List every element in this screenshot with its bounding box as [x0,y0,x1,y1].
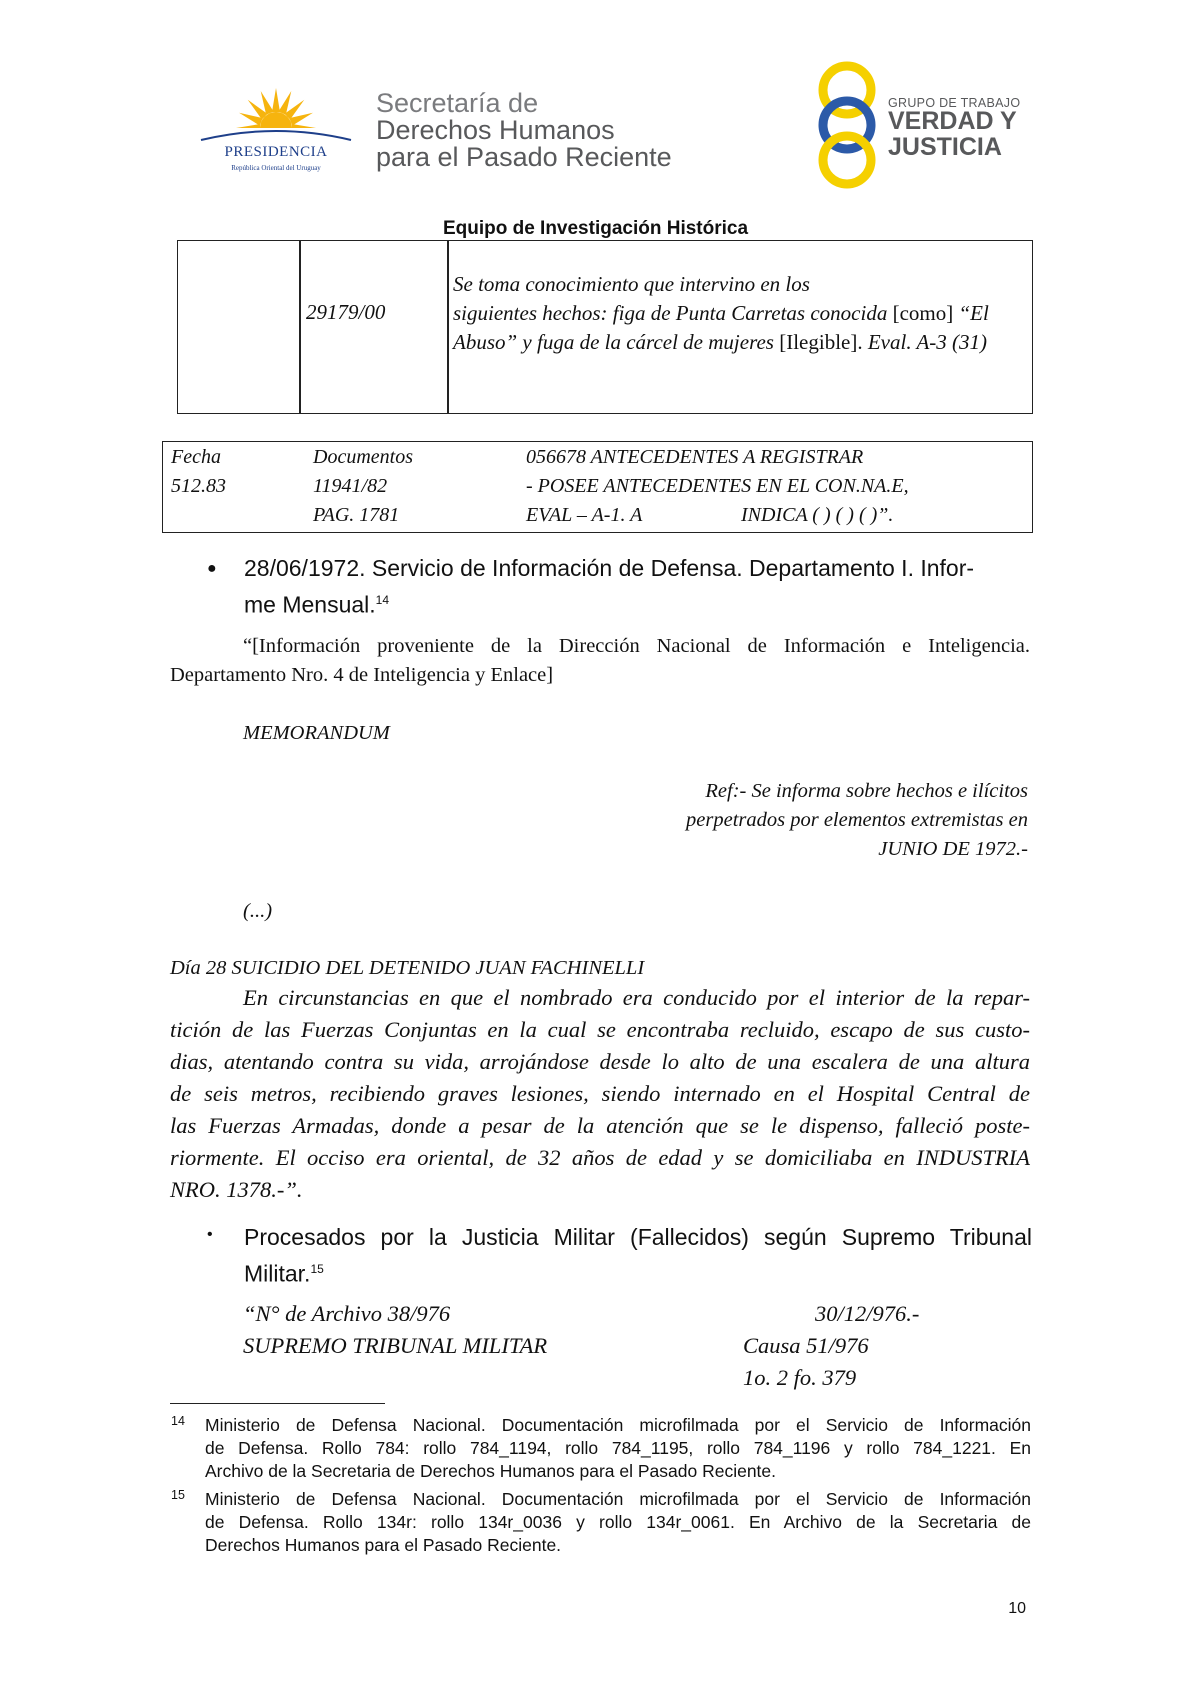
page-number: 10 [1008,1600,1026,1617]
causa-number: Causa 51/976 [743,1333,869,1358]
grupo-verdad-justicia-logo [812,60,1052,190]
body-line: NRO. 1378.-”. [170,1177,303,1202]
footnote-line: Archivo de la Secretaria de Derechos Humanos para el Pasado Reciente. [205,1461,777,1481]
fecha-value: 512.83 [171,475,226,497]
document-number: 29179/00 [306,300,386,324]
body-line: de seis metros, recibiendo graves lesiones, siendo internado en el Hospital Central de [170,1081,1030,1106]
quote-intro [170,632,1030,690]
footnote-line: de Defensa. Rollo 784: rollo 784_1194, rollo 784_1195, rollo 784_1196 y rollo 784_1221. En [205,1438,1031,1458]
memo-reference [686,777,1028,864]
documentos-value: 11941/82 [313,475,388,497]
reference-line: perpetrados por elementos extremistas en [686,809,1028,831]
folio-number: 1o. 2 fo. 379 [743,1365,857,1390]
grupo-line1: GRUPO DE TRABAJO [888,96,1021,110]
bullet-heading-line: Militar.$^{15}$ [244,1260,324,1287]
table-divider [299,241,301,413]
bullet-heading-line: me Mensual.$^{14}$ [244,591,390,618]
footnote-ref: 14 [375,593,390,607]
bullet-dot-icon: • [207,1226,213,1243]
body-line: las Fuerzas Armadas, donde a pesar de la atención que se le dispenso, falleció poste- [170,1113,1030,1138]
day-heading: Día 28 SUICIDIO DEL DETENIDO JUAN FACHINELLI [170,957,645,979]
body-line: tición de las Fuerzas Conjuntas en la cual se encontraba recluido, escapo de sus custo- [170,1017,1030,1042]
documentos-header: Documentos [313,446,413,468]
body-line: En circunstancias en que el nombrado era conducido por el interior de la repar- [243,985,1030,1010]
footnote-line: de Defensa. Rollo 134r: rollo 134r_0036 y rollo 134r_0061. En Archivo de la Secretaria de [205,1512,1031,1532]
secretaria-logo-text [376,90,672,171]
record-line: siguientes hechos: figa de Punta Carretas conocida [como] “El [453,301,989,325]
footnote-15 [205,1488,1031,1557]
rings-emblem-icon [812,60,882,190]
quote-line: Departamento Nro. 4 de Inteligencia y Enlace] [170,664,554,686]
secretaria-line1: Secretaría de [376,88,539,118]
footnote-line: Ministerio de Defensa Nacional. Documentación microfilmada por el Servicio de Información [205,1489,1031,1509]
footnote-number: 15 [171,1488,185,1502]
grupo-line3: JUSTICIA [888,133,1002,161]
secretaria-line3: para el Pasado Reciente [376,142,672,172]
antecedentes-line: 056678 ANTECEDENTES A REGISTRAR [526,446,864,468]
bullet-heading-1 [244,552,1032,621]
memorandum-label: MEMORANDUM [243,722,390,744]
reference-line: JUNIO DE 1972.- [878,838,1028,860]
record-description [453,270,1025,357]
record-line: Se toma conocimiento que intervino en los [453,272,810,296]
footnote-14 [205,1414,1031,1483]
quote-line: “[Información proveniente de la Dirección Nacional de Información e Inteligencia. [243,635,1030,657]
secretaria-line2: Derechos Humanos [376,115,615,145]
antecedentes-indica: INDICA ( ) ( ) ( )”. [741,504,894,526]
page-title: Equipo de Investigación Histórica [442,218,749,239]
reference-line: Ref:- Se informa sobre hechos e ilícitos [705,780,1028,802]
table-divider [447,241,449,413]
footnote-line: Ministerio de Defensa Nacional. Documentación microfilmada por el Servicio de Información [205,1415,1031,1435]
bullet-dot-icon: ● [207,560,217,577]
documentos-page: PAG. 1781 [313,504,400,526]
bullet-heading-line: 28/06/1972. Servicio de Información de Defensa. Departamento I. Infor- [244,555,975,581]
ellipsis: (...) [243,900,273,922]
bullet-heading-2 [244,1221,1032,1290]
tribunal-name: SUPREMO TRIBUNAL MILITAR [243,1333,548,1358]
antecedentes-line: - POSEE ANTECEDENTES EN EL CON.NA.E, [526,475,909,497]
antecedentes-eval: EVAL – A-1. A [526,504,643,526]
footnote-number: 14 [171,1414,185,1428]
body-line: dias, atentando contra su vida, arrojándose desde lo alto de una escalera de una altura [170,1049,1030,1074]
archivo-date: 30/12/976.- [815,1301,920,1326]
memo-body [170,982,1030,1206]
body-line: riormente. El occiso era oriental, de 32 años de edad y se domiciliaba en INDUSTRIA [170,1145,1030,1170]
grupo-line2: VERDAD Y [888,107,1017,135]
archivo-number: “N° de Archivo 38/976 [243,1301,451,1326]
presidencia-subtitle: República Oriental del Uruguay [231,164,321,172]
presidencia-logo [196,82,356,182]
footnote-ref: 15 [310,1262,324,1276]
record-line: Abuso” y fuga de la cárcel de mujeres [Ilegible]. Eval. A-3 (31) [453,330,988,354]
bullet-heading-line: Procesados por la Justicia Militar (Fallecidos) según Supremo Tribunal [244,1224,1032,1250]
fecha-header: Fecha [171,446,221,468]
footnote-divider [170,1403,385,1404]
presidencia-name: PRESIDENCIA [224,144,328,160]
footnote-line: Derechos Humanos para el Pasado Reciente. [205,1535,562,1555]
